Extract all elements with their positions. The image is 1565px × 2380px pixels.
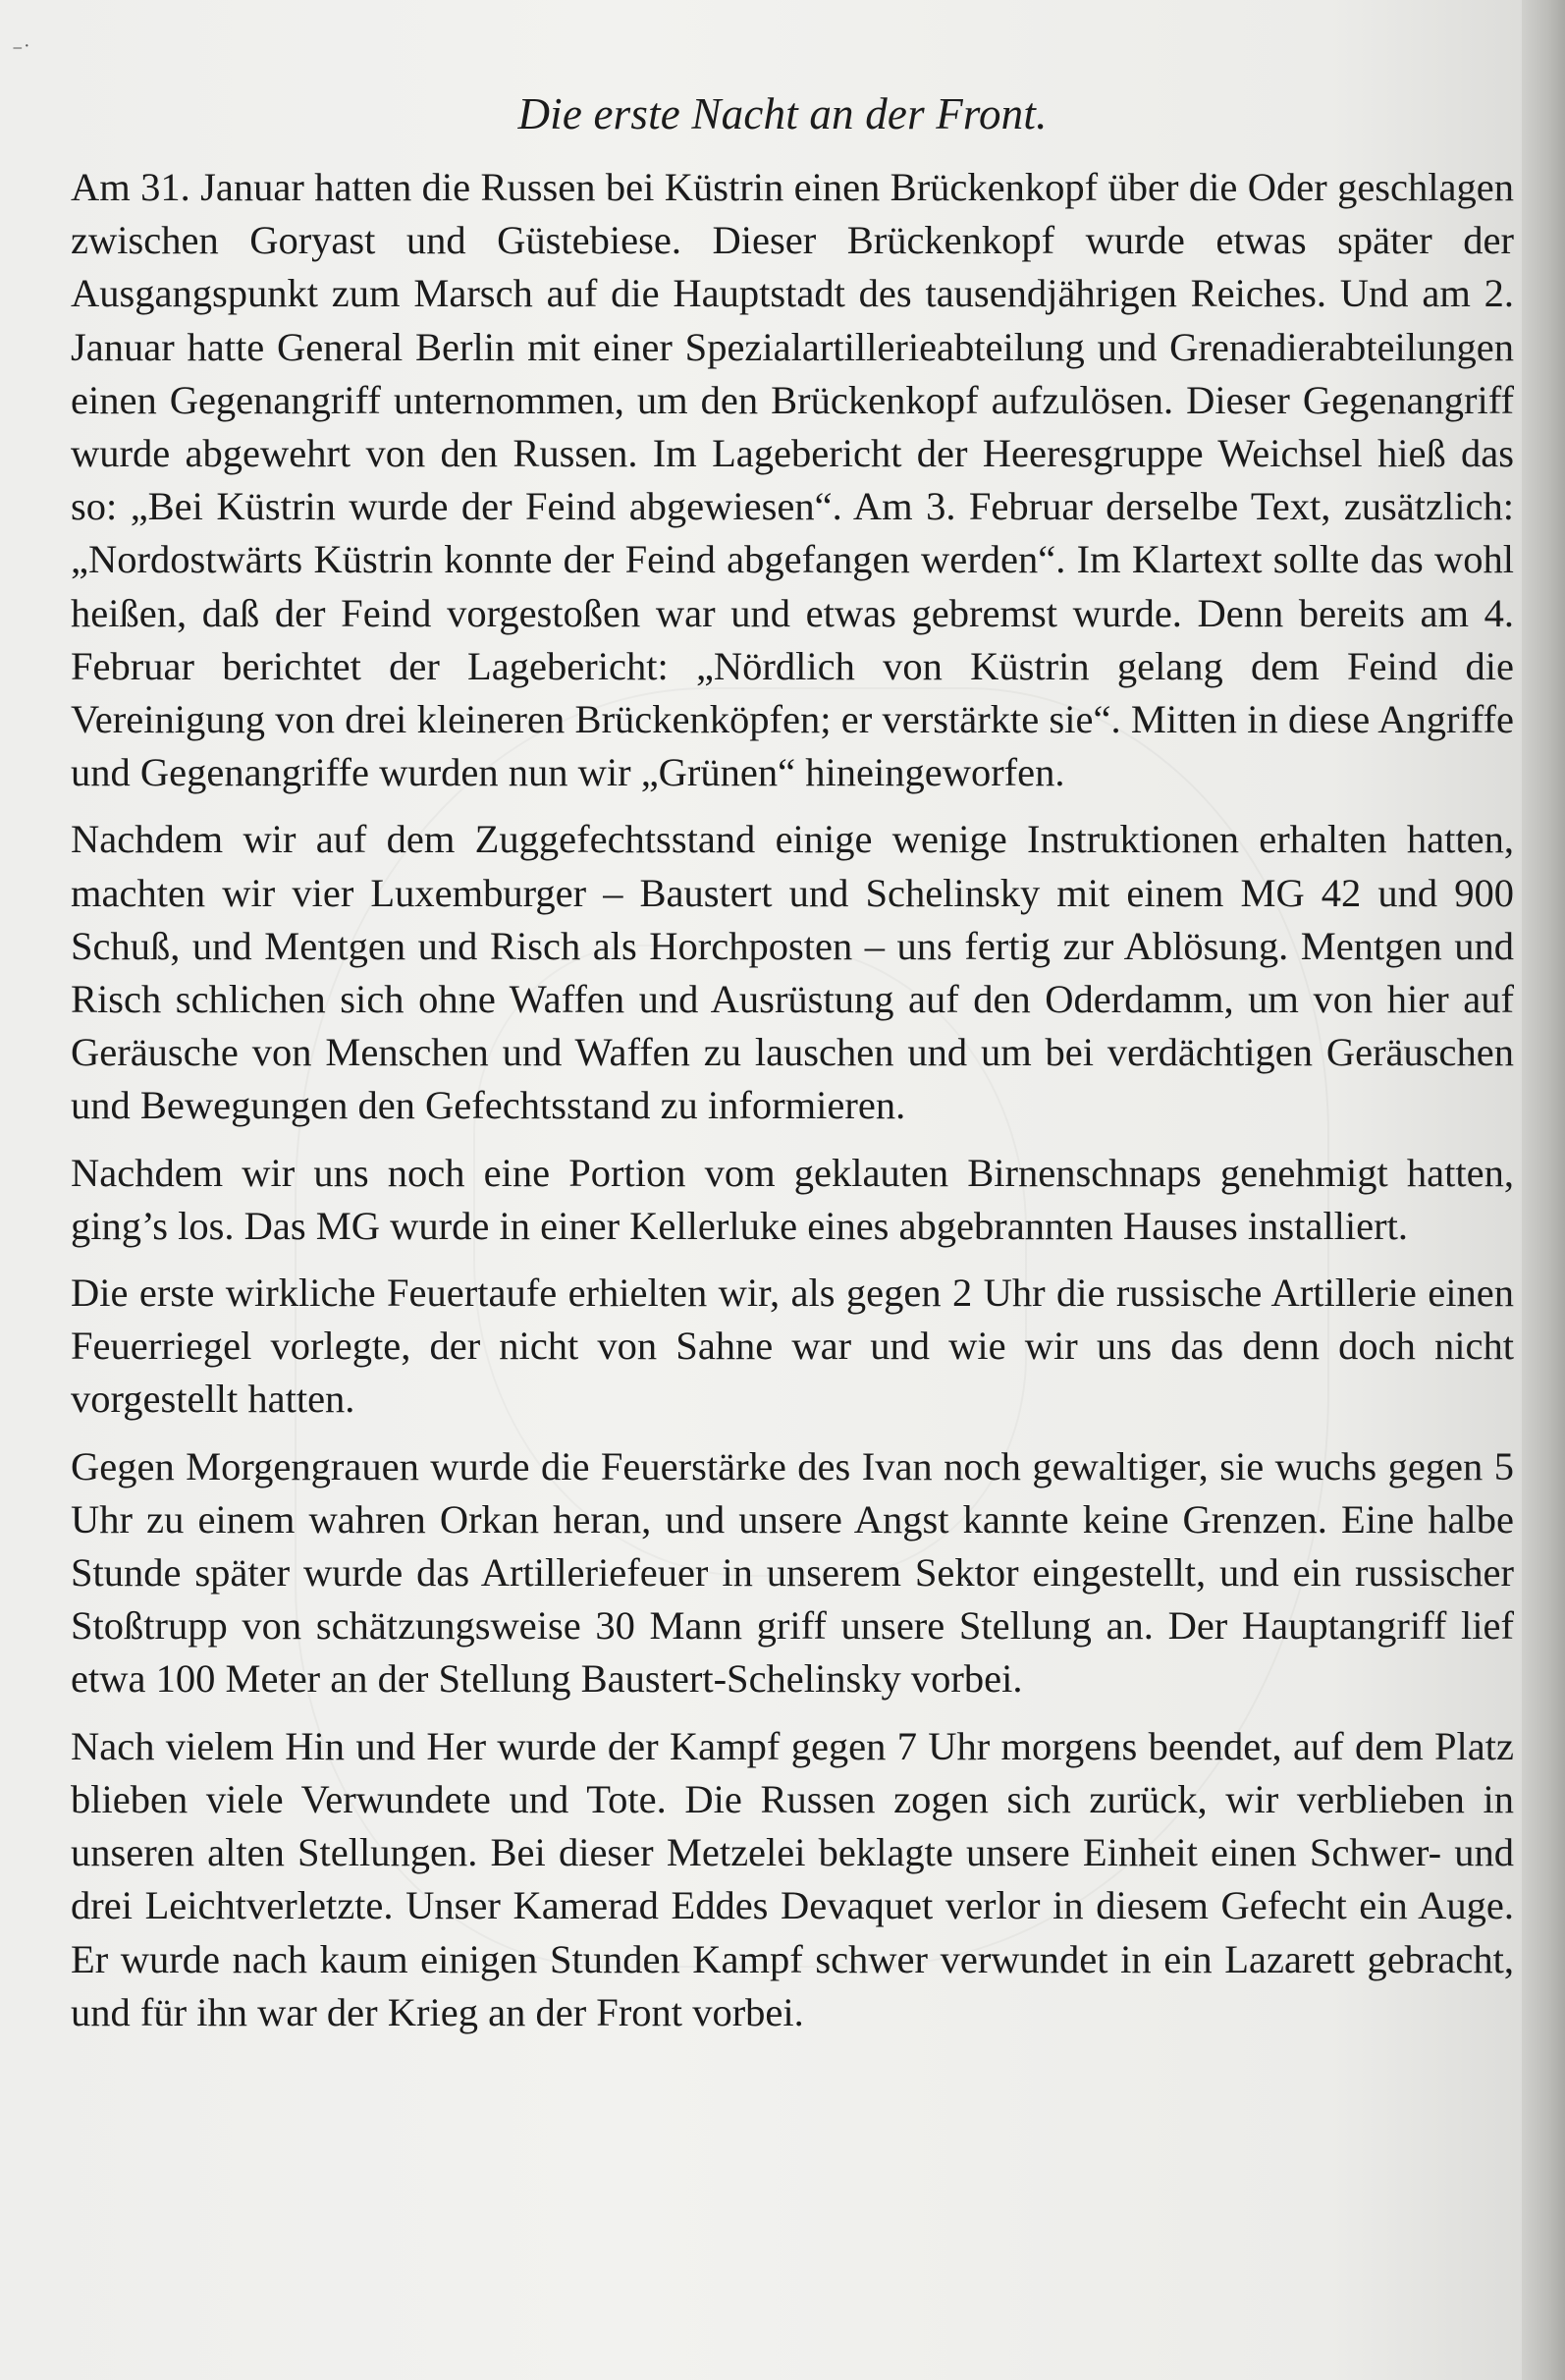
scan-speck: ⁻˙ <box>12 39 30 64</box>
chapter-title: Die erste Nacht an der Front. <box>517 89 1048 138</box>
paragraph-3: Nachdem wir uns noch eine Portion vom geklauten Birnenschnaps genehmigt hatten, ging’s los. Das MG wurde in einer Kellerluke eines abgebrannten Hauses installiert. <box>71 1150 1514 1248</box>
paragraph-6: Nach vielem Hin und Her wurde der Kampf gegen 7 Uhr morgens beendet, auf dem Platz blieben viele Verwundete und Tote. Die Russen zogen sich zurück, wir verblieben in unseren alten Stellungen. Bei dieser Metzelei beklagte unsere Einheit einen Schwer- und drei Leichtverletzte. Unser Kamerad Eddes Devaquet verlor in diesem Gefecht ein Auge. Er wurde nach kaum einigen Stunden Kampf schwer verwundet in ein Lazarett gebracht, und für ihn war der Krieg an der Front vorbei. <box>71 1723 1514 2034</box>
page-edge-shadow <box>1522 0 1565 2380</box>
paragraph-2: Nachdem wir auf dem Zuggefechtsstand einige wenige Instruktionen erhalten hatten, machten wir vier Luxemburger – Baustert und Schelinsky mit einem MG 42 und 900 Schuß, und Mentgen und Risch als Horchposten – uns fertig zur Ablösung. Mentgen und Risch schlichen sich ohne Waffen und Ausrüstung auf den Oderdamm, um von hier auf Geräusche von Menschen und Waffen zu lauschen und um bei verdächtigen Geräuschen und Bewegungen den Gefechtsstand zu informieren. <box>71 817 1514 1128</box>
paragraph-1: Am 31. Januar hatten die Russen bei Küstrin einen Brückenkopf über die Oder geschlagen zwischen Goryast und Güstebiese. Dieser Brückenkopf wurde etwas später der Ausgangspunkt zum Marsch auf die Hauptstadt des tausendjährigen Reiches. Und am 2. Januar hatte General Berlin mit einer Spezialartillerieabteilung und Grenadierabteilungen einen Gegenangriff unternommen, um den Brückenkopf aufzulösen. Dieser Gegenangriff wurde abgewehrt von den Russen. Im Lagebericht der Heeresgruppe Weichsel hieß das so: „Bei Küstrin wurde der Feind abgewiesen“. Am 3. Februar derselbe Text, zusätzlich: „Nordostwärts Küstrin konnte der Feind abgefangen werden“. Im Klartext sollte das wohl heißen, daß der Feind vorgestoßen war und etwas gebremst wurde. Denn bereits am 4. Februar berichtet der Lagebericht: „Nördlich von Küstrin gelang dem Feind die Vereinigung von drei kleineren Brückenköpfen; er verstärkte sie“. Mitten in diese Angriffe und Gegenangriffe wurden nun wir „Grünen“ hineingeworfen. <box>71 165 1514 795</box>
paragraph-5: Gegen Morgengrauen wurde die Feuerstärke des Ivan noch gewaltiger, sie wuchs gegen 5 Uhr zu einem wahren Orkan heran, und unsere Angst kannte keine Grenzen. Eine halbe Stunde später wurde das Artilleriefeuer in unserem Sektor eingestellt, und ein russischer Stoßtrupp von schätzungsweise 30 Mann griff unsere Stellung an. Der Hauptangriff lief etwa 100 Meter an der Stellung Baustert-Schelinsky vorbei. <box>71 1443 1514 1702</box>
paragraph-4: Die erste wirkliche Feuertaufe erhielten wir, als gegen 2 Uhr die russische Artillerie einen Feuerriegel vorlegte, der nicht von Sahne war und wie wir uns das denn doch nicht vorgestellt hatten. <box>71 1271 1514 1422</box>
body-text <box>71 161 1514 2053</box>
